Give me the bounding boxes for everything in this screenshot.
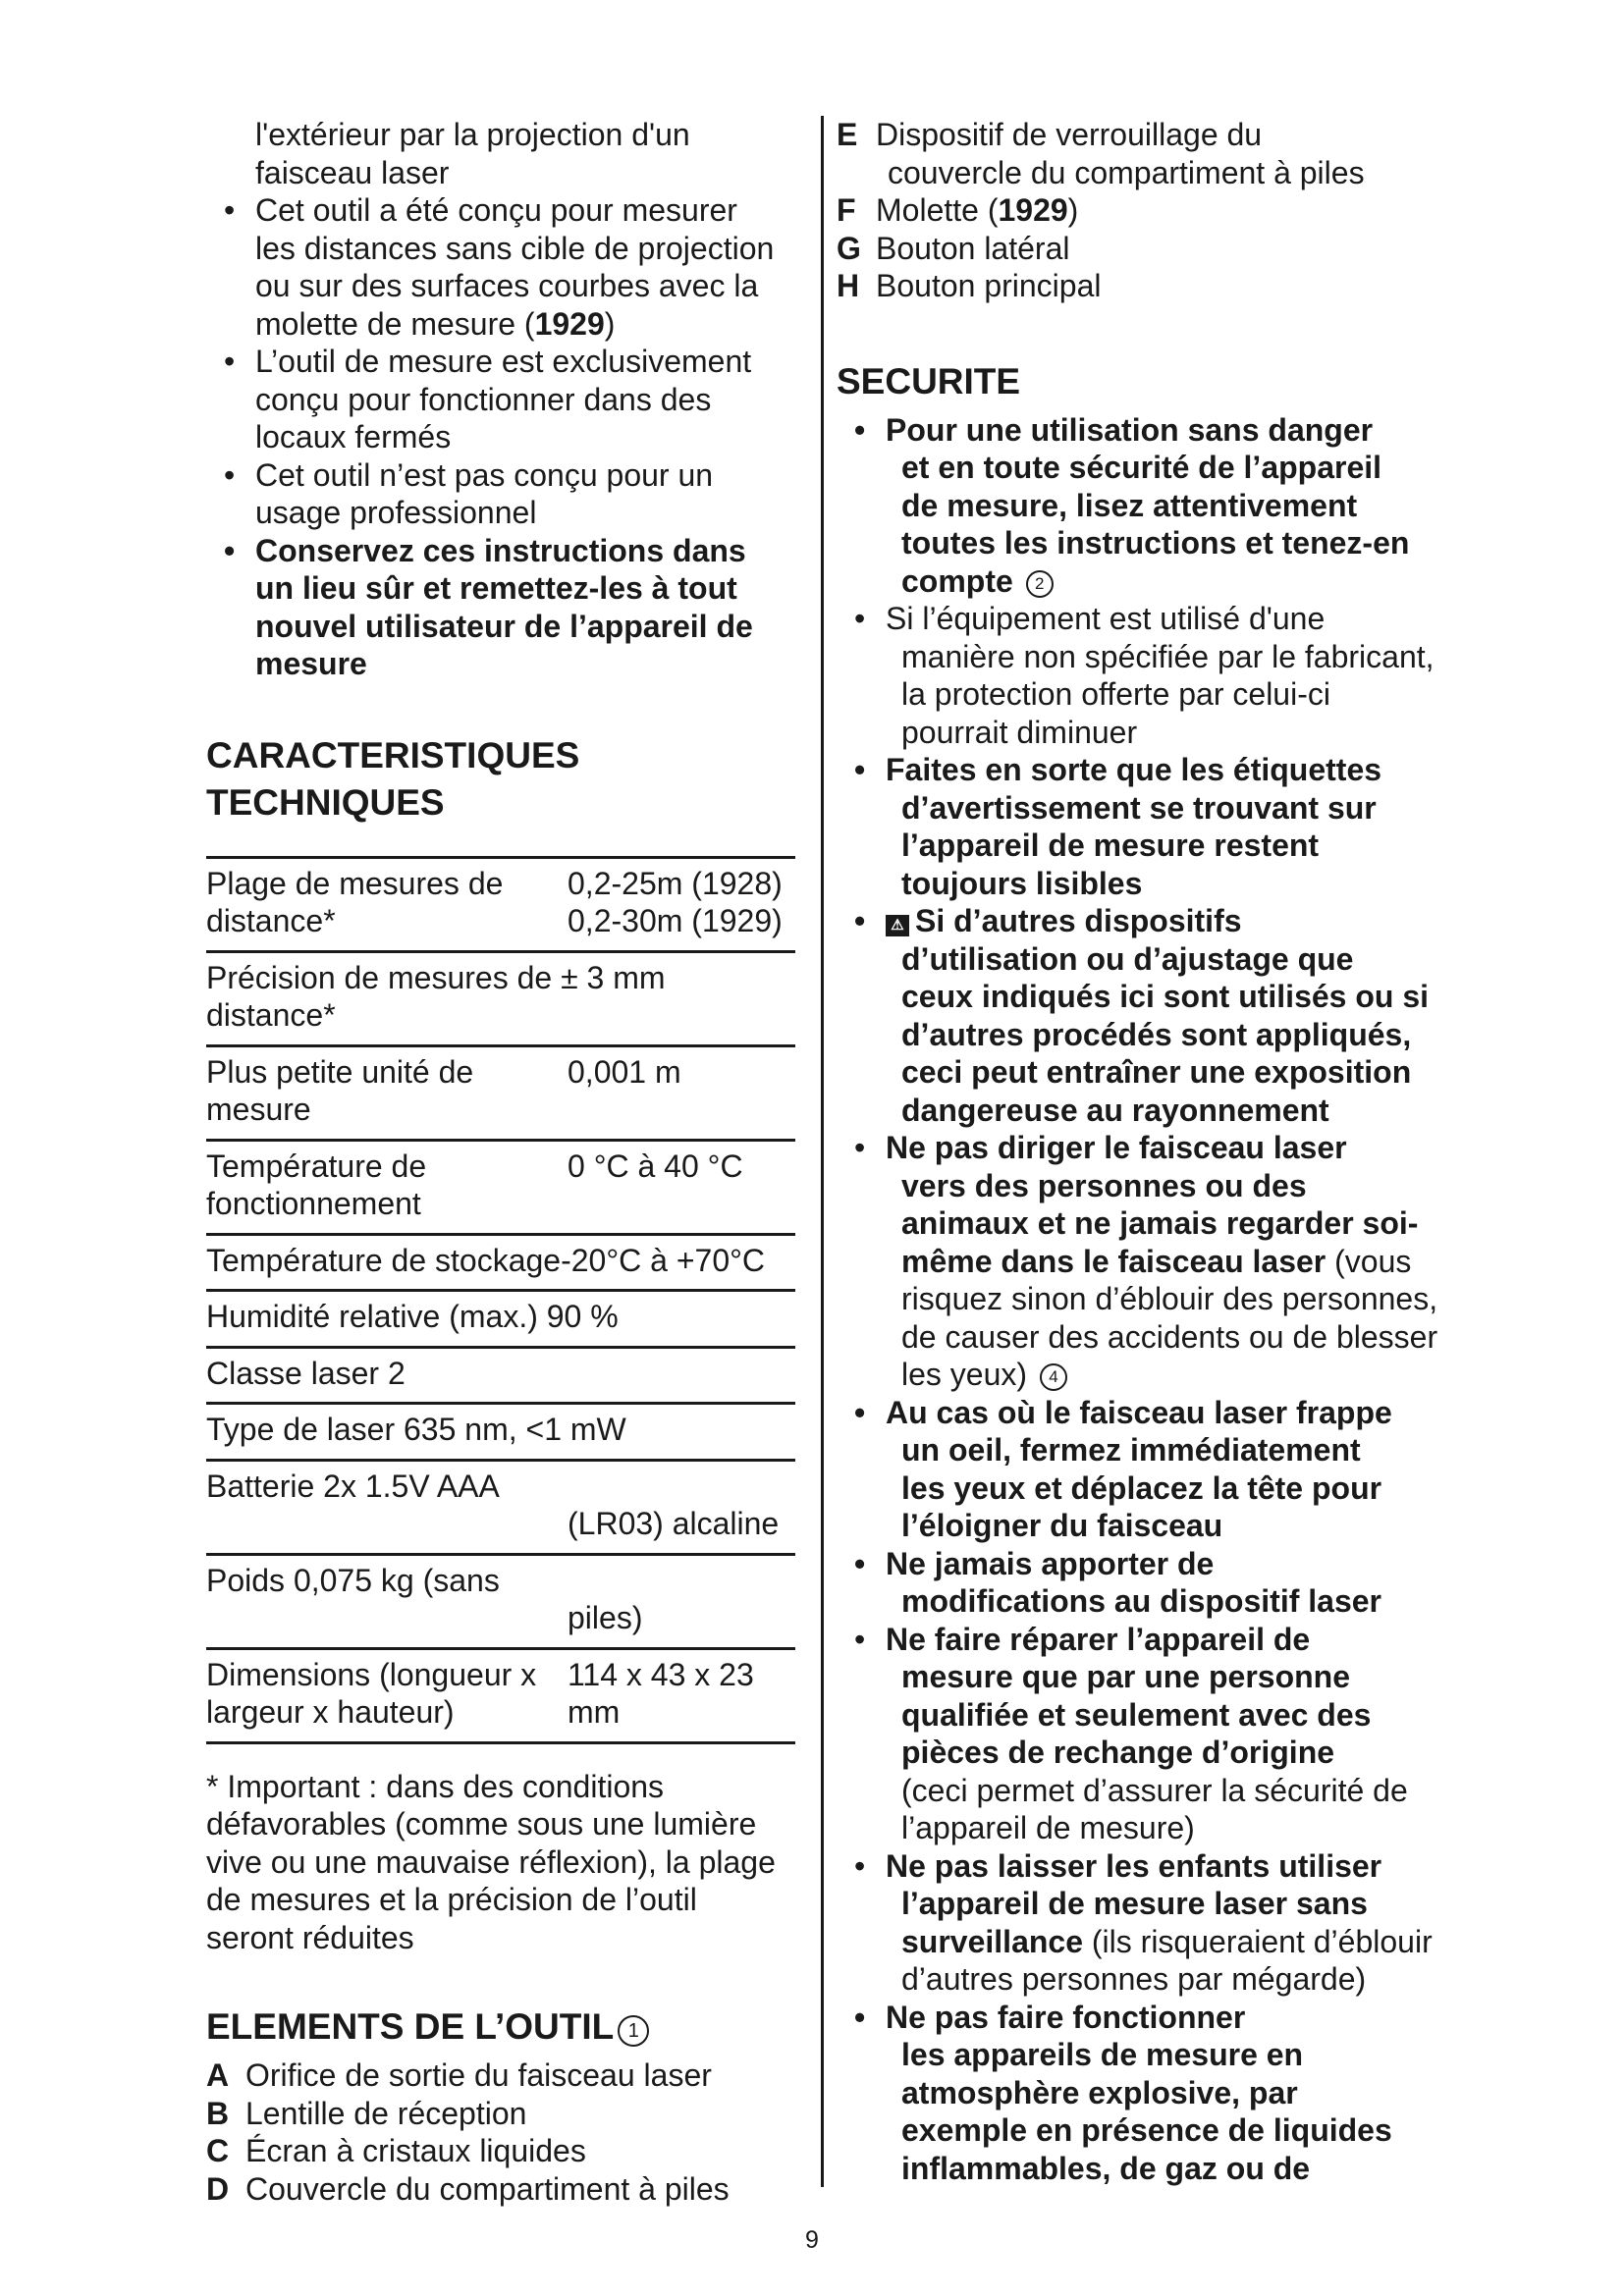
text-line: Cet outil a été conçu pour mesurer [255, 192, 737, 228]
spec-label: Plage de mesures de distance* [206, 865, 504, 938]
bullet-dot: • [224, 344, 236, 379]
heading-line: TECHNIQUES [206, 781, 445, 823]
text-line: les distances sans cible de projection [255, 230, 775, 266]
spec-value: piles) [568, 1600, 643, 1635]
bullet-item: • Au cas où le faisceau laser frappe un oeil, fermez immédiatement les yeux et déplacez la tête pour l’éloigner du faisceau [854, 1394, 1392, 1543]
text-line: L’outil de mesure est exclusivement [255, 344, 752, 379]
bullet-item: • Ne jamais apporter de modifications au dispositif laser [854, 1545, 1381, 1619]
text-line: Cet outil n’est pas conçu pour un [255, 456, 714, 493]
text-line: locaux fermés [255, 419, 452, 454]
specs-table [206, 856, 795, 1744]
bullet-item [206, 456, 795, 532]
spec-row [206, 1460, 795, 1554]
text-line: un lieu sûr et remettez-les à tout [255, 570, 737, 606]
spec-row [206, 1648, 795, 1742]
bullet-item: • Si l’équipement est utilisé d'une manière non spécifiée par le fabricant, la protection offerte par celui-ci pourrait diminuer [854, 601, 1435, 750]
figure-ref-icon: 1 [618, 2015, 649, 2047]
spec-row [206, 1291, 795, 1348]
text-line: usage professionnel [255, 495, 537, 530]
elements-list [206, 2056, 795, 2208]
bullet-item [206, 532, 795, 683]
spec-value: 0 °C à 40 °C [568, 1148, 743, 1184]
right-column [837, 116, 1445, 2187]
spec-row [206, 1045, 795, 1140]
spec-row [206, 857, 795, 951]
bullet-item: • Ne pas faire fonctionner les appareils de mesure en atmosphère explosive, par exemple en présence de liquides inflammables, de gaz ou de [854, 1999, 1392, 2186]
intro-continuation [206, 116, 795, 191]
figure-ref-icon: 2 [1026, 570, 1054, 598]
bullet-item [206, 191, 795, 343]
elements-heading: ELEMENTS DE L’OUTIL 1 [206, 2003, 795, 2051]
spec-value: 114 x 43 x 23 mm [568, 1656, 754, 1730]
specs-heading [206, 732, 795, 827]
text-line: faisceau laser [255, 154, 450, 190]
spec-label: Plus petite unité de mesure [206, 1053, 474, 1127]
element-item: G Bouton latéral [837, 230, 1070, 266]
spec-row [206, 1140, 795, 1234]
page-number: 9 [805, 2226, 819, 2254]
bullet-item: • Ne pas laisser les enfants utiliser l’appareil de mesure laser sans surveillance (ils risqueraient d’éblouir d’autres personnes par mégarde) [854, 1847, 1433, 1997]
bullet-item: • Ne faire réparer l’appareil de mesure que par une personne qualifiée et seulement avec des pièces de rechange d’origine (ceci permet d’assurer la sécurité de l’appareil de mesure) [854, 1621, 1408, 1845]
bullet-item [206, 343, 795, 456]
spec-label: Précision de mesures de ± 3 mm distance* [206, 959, 666, 1033]
element-item: D Couvercle du compartiment à piles [206, 2170, 730, 2207]
element-item: H Bouton principal [837, 268, 1102, 303]
spec-value: 0,001 m [568, 1053, 681, 1090]
spec-value: (LR03) alcaline [568, 1506, 780, 1541]
text-line: Conservez ces instructions dans [255, 532, 746, 568]
left-column [206, 116, 795, 2208]
element-item: E Dispositif de verrouillage du [837, 117, 1263, 152]
text-line: mesure [255, 646, 367, 681]
element-item: A Orifice de sortie du faisceau laser [206, 2057, 712, 2093]
element-item-cont: couvercle du compartiment à piles [888, 154, 1365, 190]
spec-row [206, 1347, 795, 1404]
spec-label: Batterie 2x 1.5V AAA [206, 1468, 500, 1504]
text-line: molette de mesure ( [255, 305, 535, 342]
text-line: ou sur des surfaces courbes avec la [255, 268, 759, 303]
bullet-item: • ⚠ Si d’autres dispositifs d’utilisation ou d’ajustage que ceux indiqués ici sont utilisés ou si d’autres procédés sont appliqués, ceci peut entraîner une exposition dangereuse au rayonnement [854, 903, 1430, 1128]
bullet-item: • Faites en sorte que les étiquettes d’avertissement se trouvant sur l’appareil de mesure restent toujours lisibles [854, 752, 1382, 901]
spec-value: 0,2-25m (1928) 0,2-30m (1929) [568, 865, 783, 938]
spec-label: Type de laser 635 nm, <1 mW [206, 1412, 626, 1447]
text-line: nouvel utilisateur de l’appareil de [255, 608, 753, 644]
bullet-dot: • [224, 456, 236, 493]
spec-row [206, 951, 795, 1045]
spec-label: Température de fonctionnement [206, 1148, 427, 1221]
spec-row [206, 1404, 795, 1461]
laser-warning-icon: ⚠ [886, 915, 909, 936]
text-line: l'extérieur par la projection d'un [255, 117, 690, 152]
spec-label: Dimensions (longueur x largeur x hauteur) [206, 1656, 537, 1730]
elements-list-cont [837, 116, 1445, 305]
model-number: 1929 [534, 305, 605, 342]
spec-row [206, 1554, 795, 1648]
bullet-dot: • [224, 192, 236, 228]
text-line: conçu pour fonctionner dans des [255, 381, 712, 417]
spec-row [206, 1234, 795, 1291]
element-item: C Écran à cristaux liquides [206, 2133, 586, 2168]
spec-label: Humidité relative (max.) 90 % [206, 1299, 619, 1334]
spec-label: Poids 0,075 kg (sans [206, 1562, 500, 1598]
element-item: F Molette (1929) [837, 192, 1079, 228]
bullet-dot: • [224, 532, 236, 568]
specs-footnote: * Important : dans des conditions défavorables (comme sous une lumière vive ou une mauvaise réflexion), la plage de mesures et la précision de l’outil seront réduites [206, 1768, 776, 1955]
text-fragment: ) [604, 305, 616, 342]
security-heading: SECURITE [837, 360, 1021, 401]
bullet-item: • Pour une utilisation sans danger et en toute sécurité de l’appareil de mesure, lisez attentivement toutes les instructions et tenez-en compte 2 [854, 411, 1410, 599]
heading-line: CARACTERISTIQUES [206, 734, 580, 775]
column-divider [821, 116, 824, 2187]
spec-label: Classe laser 2 [206, 1355, 406, 1391]
figure-ref-icon: 4 [1040, 1363, 1067, 1391]
bullet-item: • Ne pas diriger le faisceau laser vers des personnes ou des animaux et ne jamais regarder soi- même dans le faisceau laser (vous risquez sinon d’éblouir des personnes, de causer des accidents ou de blesser les yeux) 4 [854, 1130, 1438, 1392]
spec-label: Température de stockage-20°C à +70°C [206, 1242, 766, 1278]
element-item: B Lentille de réception [206, 2095, 527, 2131]
